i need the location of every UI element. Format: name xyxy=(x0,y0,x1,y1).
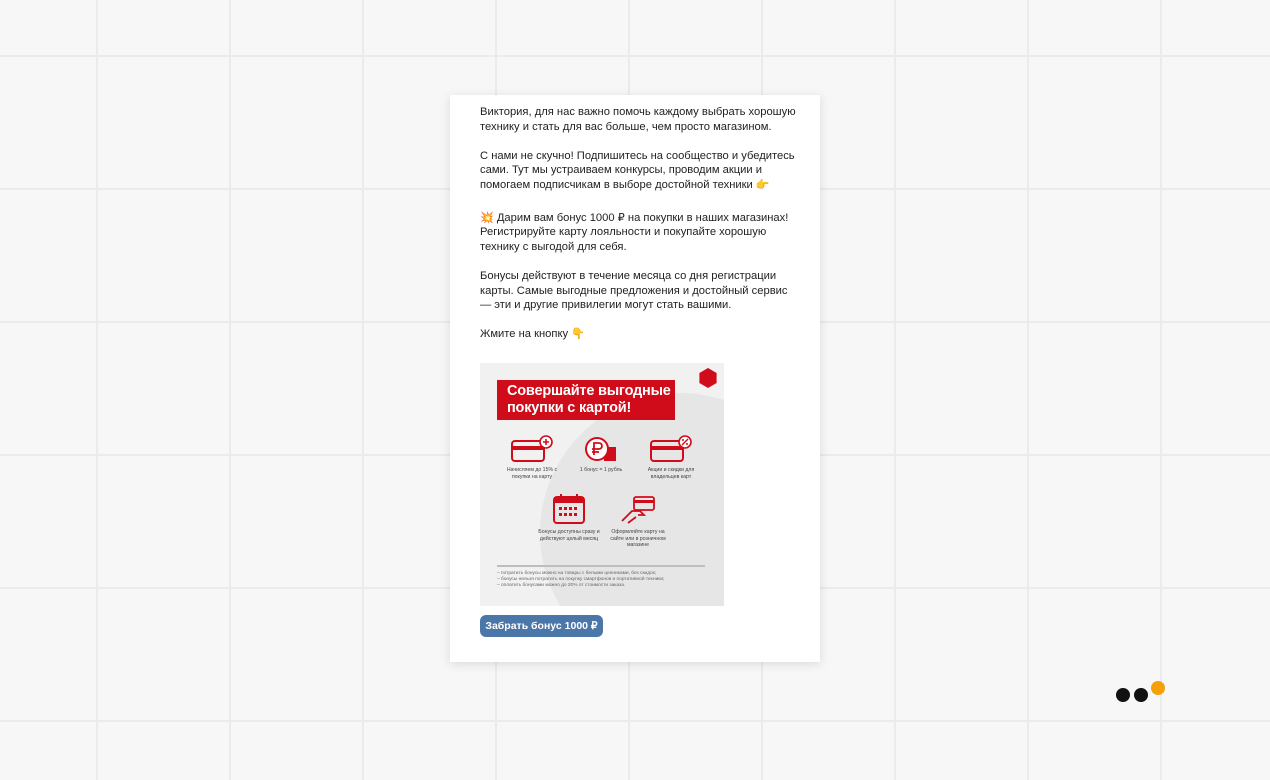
promo-title-line1: Совершайте выгодные xyxy=(507,383,671,399)
claim-bonus-button[interactable]: Забрать бонус 1000 ₽ xyxy=(480,615,603,637)
message-paragraph-5-text: Жмите на кнопку xyxy=(480,328,569,341)
logo-dot-accent xyxy=(1151,681,1165,695)
promo-title-line2: покупки с картой! xyxy=(507,400,632,416)
feature-ruble-text: 1 бонус = 1 рубль xyxy=(579,467,623,473)
logo-dot xyxy=(1116,688,1130,702)
promo-fine-print xyxy=(497,571,707,589)
message-paragraph-4: Бонусы действуют в течение месяца со дня регистрации карты. Самые выгодные предложения и достойный сервис — эти и другие привилегии могут стать вашими. xyxy=(480,269,788,312)
feature-register-text: Оформляйте карту на сайте или в розничном магазине xyxy=(610,529,666,548)
card-percent-icon xyxy=(649,435,693,463)
message-paragraph-2-text: С нами не скучно! Подпишитесь на сообщество и убедитесь сами. Тут мы устраиваем конкурсы, проводим акции и помогаем подписчикам в выборе достойной техники xyxy=(480,149,795,191)
feature-discounts xyxy=(642,435,700,480)
feature-cashback xyxy=(502,435,562,480)
feature-calendar xyxy=(538,493,600,542)
calendar-icon xyxy=(551,493,587,525)
hand-card-icon xyxy=(618,495,658,525)
pointing-right-emoji-icon: 👉 xyxy=(755,178,770,191)
pointing-down-emoji-icon: 👇 xyxy=(571,328,585,341)
fine-print-line: – бонусы нельзя потратить на покупку смартфонов и портативной техники; xyxy=(497,577,665,582)
fine-print-line: – оплатить бонусами можно до 20% от стоимости заказа. xyxy=(497,583,626,588)
brand-hexagon-icon xyxy=(698,368,718,388)
feature-calendar-text: Бонусы доступны сразу и действуют целый месяц xyxy=(538,529,600,542)
message-paragraph-2 xyxy=(480,149,800,193)
ruble-coin-icon xyxy=(584,435,618,463)
message-text xyxy=(480,105,800,357)
message-paragraph-3-text: Дарим вам бонус 1000 ₽ на покупки в наших магазинах! Регистрируйте карту лояльности и покупайте хорошую технику с выгодой для себя. xyxy=(480,211,789,253)
fine-print-line: – потратить бонусы можно на товары с белыми ценниками, без скидок; xyxy=(497,571,657,576)
card-plus-icon xyxy=(510,435,554,463)
message-paragraph-5 xyxy=(480,327,800,342)
feature-register xyxy=(606,495,670,549)
feature-ruble xyxy=(572,435,630,474)
dots-logo-icon xyxy=(1116,681,1166,703)
collision-emoji-icon: 💥 xyxy=(480,211,494,224)
logo-dot xyxy=(1134,688,1148,702)
message-paragraph-1: Виктория, для нас важно помочь каждому выбрать хорошую технику и стать для вас больше, чем просто магазином. xyxy=(480,106,796,133)
message-card xyxy=(450,95,820,662)
promo-banner xyxy=(497,380,675,420)
promo-image[interactable] xyxy=(480,363,724,606)
promo-divider xyxy=(497,565,705,567)
feature-cashback-text: Начисляем до 15% с покупки на карту xyxy=(506,467,558,480)
feature-discounts-text: Акции и скидки для владельцев карт xyxy=(647,467,695,480)
message-paragraph-3 xyxy=(480,211,800,255)
